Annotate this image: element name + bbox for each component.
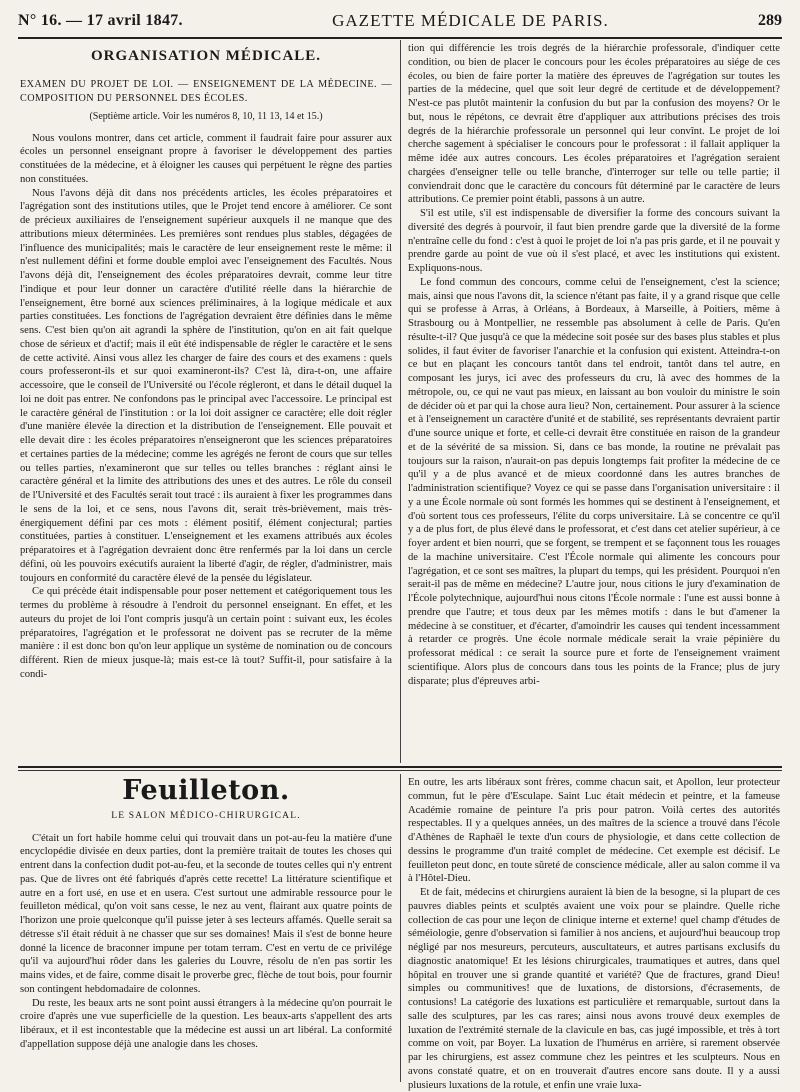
article-paragraph: S'il est utile, s'il est indispensable de diversifier la forme des concours suivant la diversité des degrés à pourvoir, il faut bien prendre garde que la diversité de la forme n'entraîne celle du fond : c'est à quoi le projet de loi n'a pas pris garde, et il ne pouvait y prendre garde au point de vue où il s'est placé, et avec les institutions qui existent. Expliquons-nous. bbox=[408, 208, 780, 274]
article-paragraph: Nous voulons montrer, dans cet article, comment il faudrait faire pour assurer aux écoles un personnel enseignant propre à favoriser le développement des parties constituées de la médecine, et à éloigner les causes qui perpétuent le règne des parties non constituées. bbox=[20, 132, 392, 185]
feuilleton-separator-rule bbox=[18, 766, 782, 768]
article-paragraph: tion qui différencie les trois degrés de la hiérarchie professorale, d'indiquer cette condition, ou bien de placer le concours pour les écoles préparatoires au siége de ces écoles, ou bien de faire porter la matière des épreuves de l'agrégation sur toutes les parties de la médecine, quel que soit leur degré de certitude et de développement? N'est-ce pas plutôt maintenir la confusion du but par la confusion des moyens? Or le but, nous le répétons, ce devrait être d'appliquer aux attributions précises des trois degrés de la hiérarchie professorale un personnel qui leur convînt. Le projet de loi cherche sagement à spécialiser le concours pour le professorat : il fallait appliquer la même idée aux autres concours. Les écoles préparatoires et l'agrégation seraient chargées d'enseigner telle ou telle branche, d'interroger sur telle ou telle partie; il conviendrait donc que le caractère du concours fût déterminé par le caractère de leurs attributions. Ce premier point établi, passons à un autre. bbox=[408, 43, 780, 206]
article-subtitle: EXAMEN DU PROJET DE LOI. — ENSEIGNEMENT DE LA MÉDECINE. — COMPOSITION DU PERSONNEL DES ÉCOLES. bbox=[20, 78, 392, 104]
article-paragraph: Nous l'avons déjà dit dans nos précédents articles, les écoles préparatoires et l'agrégation sont des institutions utiles, que le Projet tend encore à améliorer. Ce sont de précieux auxiliaires de l'enseignement supérieur auxquels il ne manque que des attributions mieux déterminées. Les premières sont rendues plus stables, dégagées de l'influence des municipalités; mais le caractère de leur enseignement reste le même: il n'est nullement défini et forme double emploi avec l'enseignement des Facultés. Nous l'avons déjà dit, l'enseignement des écoles préparatoires devrait, comme leur titre l'indique et pour leur donner un caractère d'utilité réelle dans la hiérarchie de l'enseignement, être borné aux sciences préliminaires, à la logique médicale et aux parties constituées. Les fonctions de l'agrégation devraient être définies dans le même sens. C'est bien qu'on ait agrandi la sphère de l'institution, qu'on en ait fait quelque chose de sérieux et d'actif; mais il eût été indispensable de régler le caractère et le sens de cette activité. Ainsi vous allez les charger de faire des cours et des examens : quels cours professeront-ils et sur quoi examineront-ils? C'est là, dira-t-on, une affaire accessoire, que le conseil de l'Université ou l'école régleront, et dans le détail duquel la loi ne doit pas entrer. Ne confondons pas le principal avec l'accessoire. Le principal est le caractère général de l'institution : or la loi doit assigner ce caractère; elle doit régler d'une manière élevée la direction et la distribution de l'enseignement. Elle pouvait et elle devait dire : les écoles préparatoires n'enseigneront que les sciences préparatoires et certaines parties de la médecine; comme les agrégés ne feront de cours que sur telles ou telles parties, n'examineront que sur telles ou telles branches : réglant ainsi le caractère général et la limite des attributions des unes et des autres. Le rôle du conseil de l'Université et des Facultés serait tout tracé : ils auraient à fixer les programmes dans le sens de la loi, et ce sens, nous l'avons dit, serait très-brièvement, mais très-énergiquement défini par ces mots : élément positif, élément conjectural; parties constituées, parties à constituer. L'enseignement et les examens attribués aux écoles préparatoires et à l'agrégation devraient donc être renfermés par la loi dans un cercle défini, où les pouvoirs exécutifs auraient la liberté d'agir, de régler, d'administrer, mais toujours en conformité du caractère élevé de la pensée du législateur. bbox=[20, 187, 392, 584]
feuilleton-paragraph: Du reste, les beaux arts ne sont point aussi étrangers à la médecine qu'on pourrait le croire d'après une vue superficielle de la question. Les beaux-arts s'appellent des arts libéraux, et il est incontestable que la médecine est aussi un art libéral. La conformité d'appellation suppose déjà une analogie dans les choses. bbox=[20, 997, 392, 1050]
column-divider-bottom bbox=[400, 774, 401, 1082]
article-paragraph: Le fond commun des concours, comme celui de l'enseignement, c'est la science; mais, ainsi que nous l'avons dit, la science n'étant pas faite, il y a grand risque que celle qui se professe à Arras, à Orléans, à Bordeaux, à Marseille, à Poitiers, même à Strasbourg ou à Montpellier, ne ressemble pas absolument à celle de Paris. Qu'en résulte-t-il? Que jusqu'à ce que la médecine soit posée sur des bases plus stables et plus solides, il faut éviter de favoriser l'anarchie et la confusion qui existent. Atteindra-t-on ce but en plaçant les concours tantôt dans tel endroit, tantôt dans tel autre, en composant les jurys, ici avec des professeurs du cru, là avec des hommes de la métropole, ou, ce qui ne vaut pas mieux, en laissant au bon vouloir du ministre le soin de décider où et par qui la chose aura lieu? Non, certainement. Pour assurer à la science et à l'enseignement un caractère d'unité et de stabilité, ses représentants devraient partir d'une source unique et forte, et celle-ci devrait être constituée en raison de la grandeur et de la sévérité de sa mission. Si, dans ce bas monde, la routine ne prévalait pas toujours sur la raison, n'aurait-on pas depuis longtemps fait profiter la médecine de ce qu'il y a de plus avancé et de mieux coordonné dans les autres branches de l'administration scientifique? Voyez ce qui se passe dans l'organisation universitaire : il y a une École normale où sont formés les hommes qui se destinent à l'enseignement, et d'où sortent tous ces professeurs, l'élite du corps universitaire. Là se concentre ce qu'il y a de plus fort, de plus élevé dans le professorat, et c'est dans cet atelier supérieur, à ce foyer ardent et bien nourri, que se forgent, se trempent et se façonnent tous les rouages de la machine universitaire. C'est l'École normale qui alimente les concours pour l'agrégation, et ce sont ses maîtres, la plupart du temps, qui les président. Pourquoi n'en serait-il pas de même en médecine? L'autre jour, nous citions le jury d'examination de l'École polytechnique, aujourd'hui nous citons l'École normale : l'une est aussi bonne à prendre que l'autre; et tous deux par les mêmes motifs : dans le but d'amener la médecine à se constituer, et d'écarter, d'amoindrir les causes qui tendent incessamment à retarder ce progrès. Une école normale médicale serait la vraie pépinière du professorat médical : ce serait la source pure et forte de l'enseignement vraiment scientifique. Alors plus de concours dans tous les points de la France; plus de jury disparate; plus d'épreuves arbi- bbox=[408, 276, 780, 687]
journal-title: GAZETTE MÉDICALE DE PARIS. bbox=[332, 11, 609, 30]
article-note: (Septième article. Voir les numéros 8, 10, 11 13, 14 et 15.) bbox=[89, 110, 323, 122]
feuilleton-separator-rule-thin bbox=[18, 770, 782, 771]
feuilleton-title: Feuilleton. bbox=[122, 775, 290, 806]
feuilleton-paragraph: Et de fait, médecins et chirurgiens auraient là bien de la besogne, si la plupart de ces pauvres diables peints et sculptés avaient une voix pour se plaindre. Quelle riche collection de cas pour une leçon de clinique interne et externe! quel champ d'études de séméiologie, genre d'observation si familier à nos anciens, et aujourd'hui beaucoup trop négligé par nos mesureurs, percuteurs, auscultateurs, et autres partisans exclusifs du diagnostic anatomique! Et les lésions chirurgicales, traumatiques et autres, dans quel hôpital en trouver une si grande quantité et variété? Que de fractures, grand Dieu! simples ou communitives! que de luxations, de distorsions, d'écrasements, de contusions! La catégorie des luxations est particulière et remarquable, surtout dans la salle des sculptures, par les cas rares; ainsi nous avons trouvé deux exemples de luxation de l'extrémité sternale de la clavicule en bas, cas jugé impossible, et très à tort comme on voit, par Boyer. La luxation de l'humérus en arrière, si rarement observée par les chirurgiens, est assez commune chez les peintres et les sculpteurs. Nous en avons constaté quatre, et on en trouverait d'autres encore sans doute. Il y a aussi plusieurs luxations de la rotule, et enfin une vraie luxa- bbox=[408, 887, 780, 1091]
feuilleton-right-column bbox=[408, 776, 780, 1091]
masthead bbox=[18, 6, 782, 36]
feuilleton-subtitle: LE SALON MÉDICO-CHIRURGICAL. bbox=[111, 810, 301, 821]
feuilleton-left-column bbox=[20, 776, 392, 1082]
article-left-column bbox=[20, 42, 392, 762]
column-divider-top bbox=[400, 40, 401, 763]
feuilleton-paragraph: C'était un fort habile homme celui qui trouvait dans un pot-au-feu la matière d'une encyclopédie divisée en deux parties, dont la première traitait de toutes les choses qui entrent dans la confection dudit pot-au-feu, et la seconde de toutes celles qui n'y entrent pas. Que de livres ont été fabriqués d'après cette recette! La littérature scientifique et autre en a fort usé, en use et en usera. C'est surtout une admirable ressource pour le feuilleton médical, qu'on voit sans cesse, le nez au vent, flairant aux quatre points de l'horizon une proie quelconque qu'il puisse jeter à ses lecteurs affamés. Quelle serait sa détresse s'il était réduit à ne chasser que sur ses domaines! Mais il s'est de bonne heure donné la licence de braconner impune per totam terram. C'est en vertu de ce privilége qu'il va aujourd'hui rôder dans les galeries du Louvre, résolu de n'en pas sortir les mains vides, et de faire, comme disait le proverbe grec, flèche de tout bois, pour fournir son contingent hebdomadaire de colonnes. bbox=[20, 832, 392, 995]
article-paragraph: Ce qui précède était indispensable pour poser nettement et catégoriquement tous les termes du problème à résoudre à l'endroit du personnel enseignant. En effet, et les auteurs du projet de loi l'ont compris jusqu'à un certain point : suivant eux, les écoles préparatoires, l'agrégation et le professorat ne doivent pas se recruter de la même manière : il est donc bon qu'on leur applique un système de nomination ou de concours différent. Rien de mieux jusque-là; mais est-ce là tout? Suffit-il, pour satisfaire à la condi- bbox=[20, 586, 392, 680]
header-rule bbox=[18, 37, 782, 39]
article-right-column bbox=[408, 42, 780, 762]
issue-number: N° 16. — 17 avril 1847. bbox=[18, 12, 183, 29]
article-title: ORGANISATION MÉDICALE. bbox=[90, 48, 322, 64]
feuilleton-paragraph: En outre, les arts libéraux sont frères, comme chacun sait, et Apollon, leur protecteur commun, fut le père d'Esculape. Saint Luc était médecin et peintre, et la fameuse Académie romaine de peinture l'a pris pour patron. Voilà certes des autorités respectables. Il y a quelques années, un des maîtres de la science a trouvé dans l'école d'Athènes de Raphaël le texte d'un cours de physiologie, et dans cette collection de dessins le programme d'un traité complet de médecine. Cet exemple est décisif. Le feuilleton peut donc, en toute sûreté de conscience médicale, aller au salon comme il va à l'Hôtel-Dieu. bbox=[408, 777, 780, 885]
page-number: 289 bbox=[757, 12, 782, 29]
